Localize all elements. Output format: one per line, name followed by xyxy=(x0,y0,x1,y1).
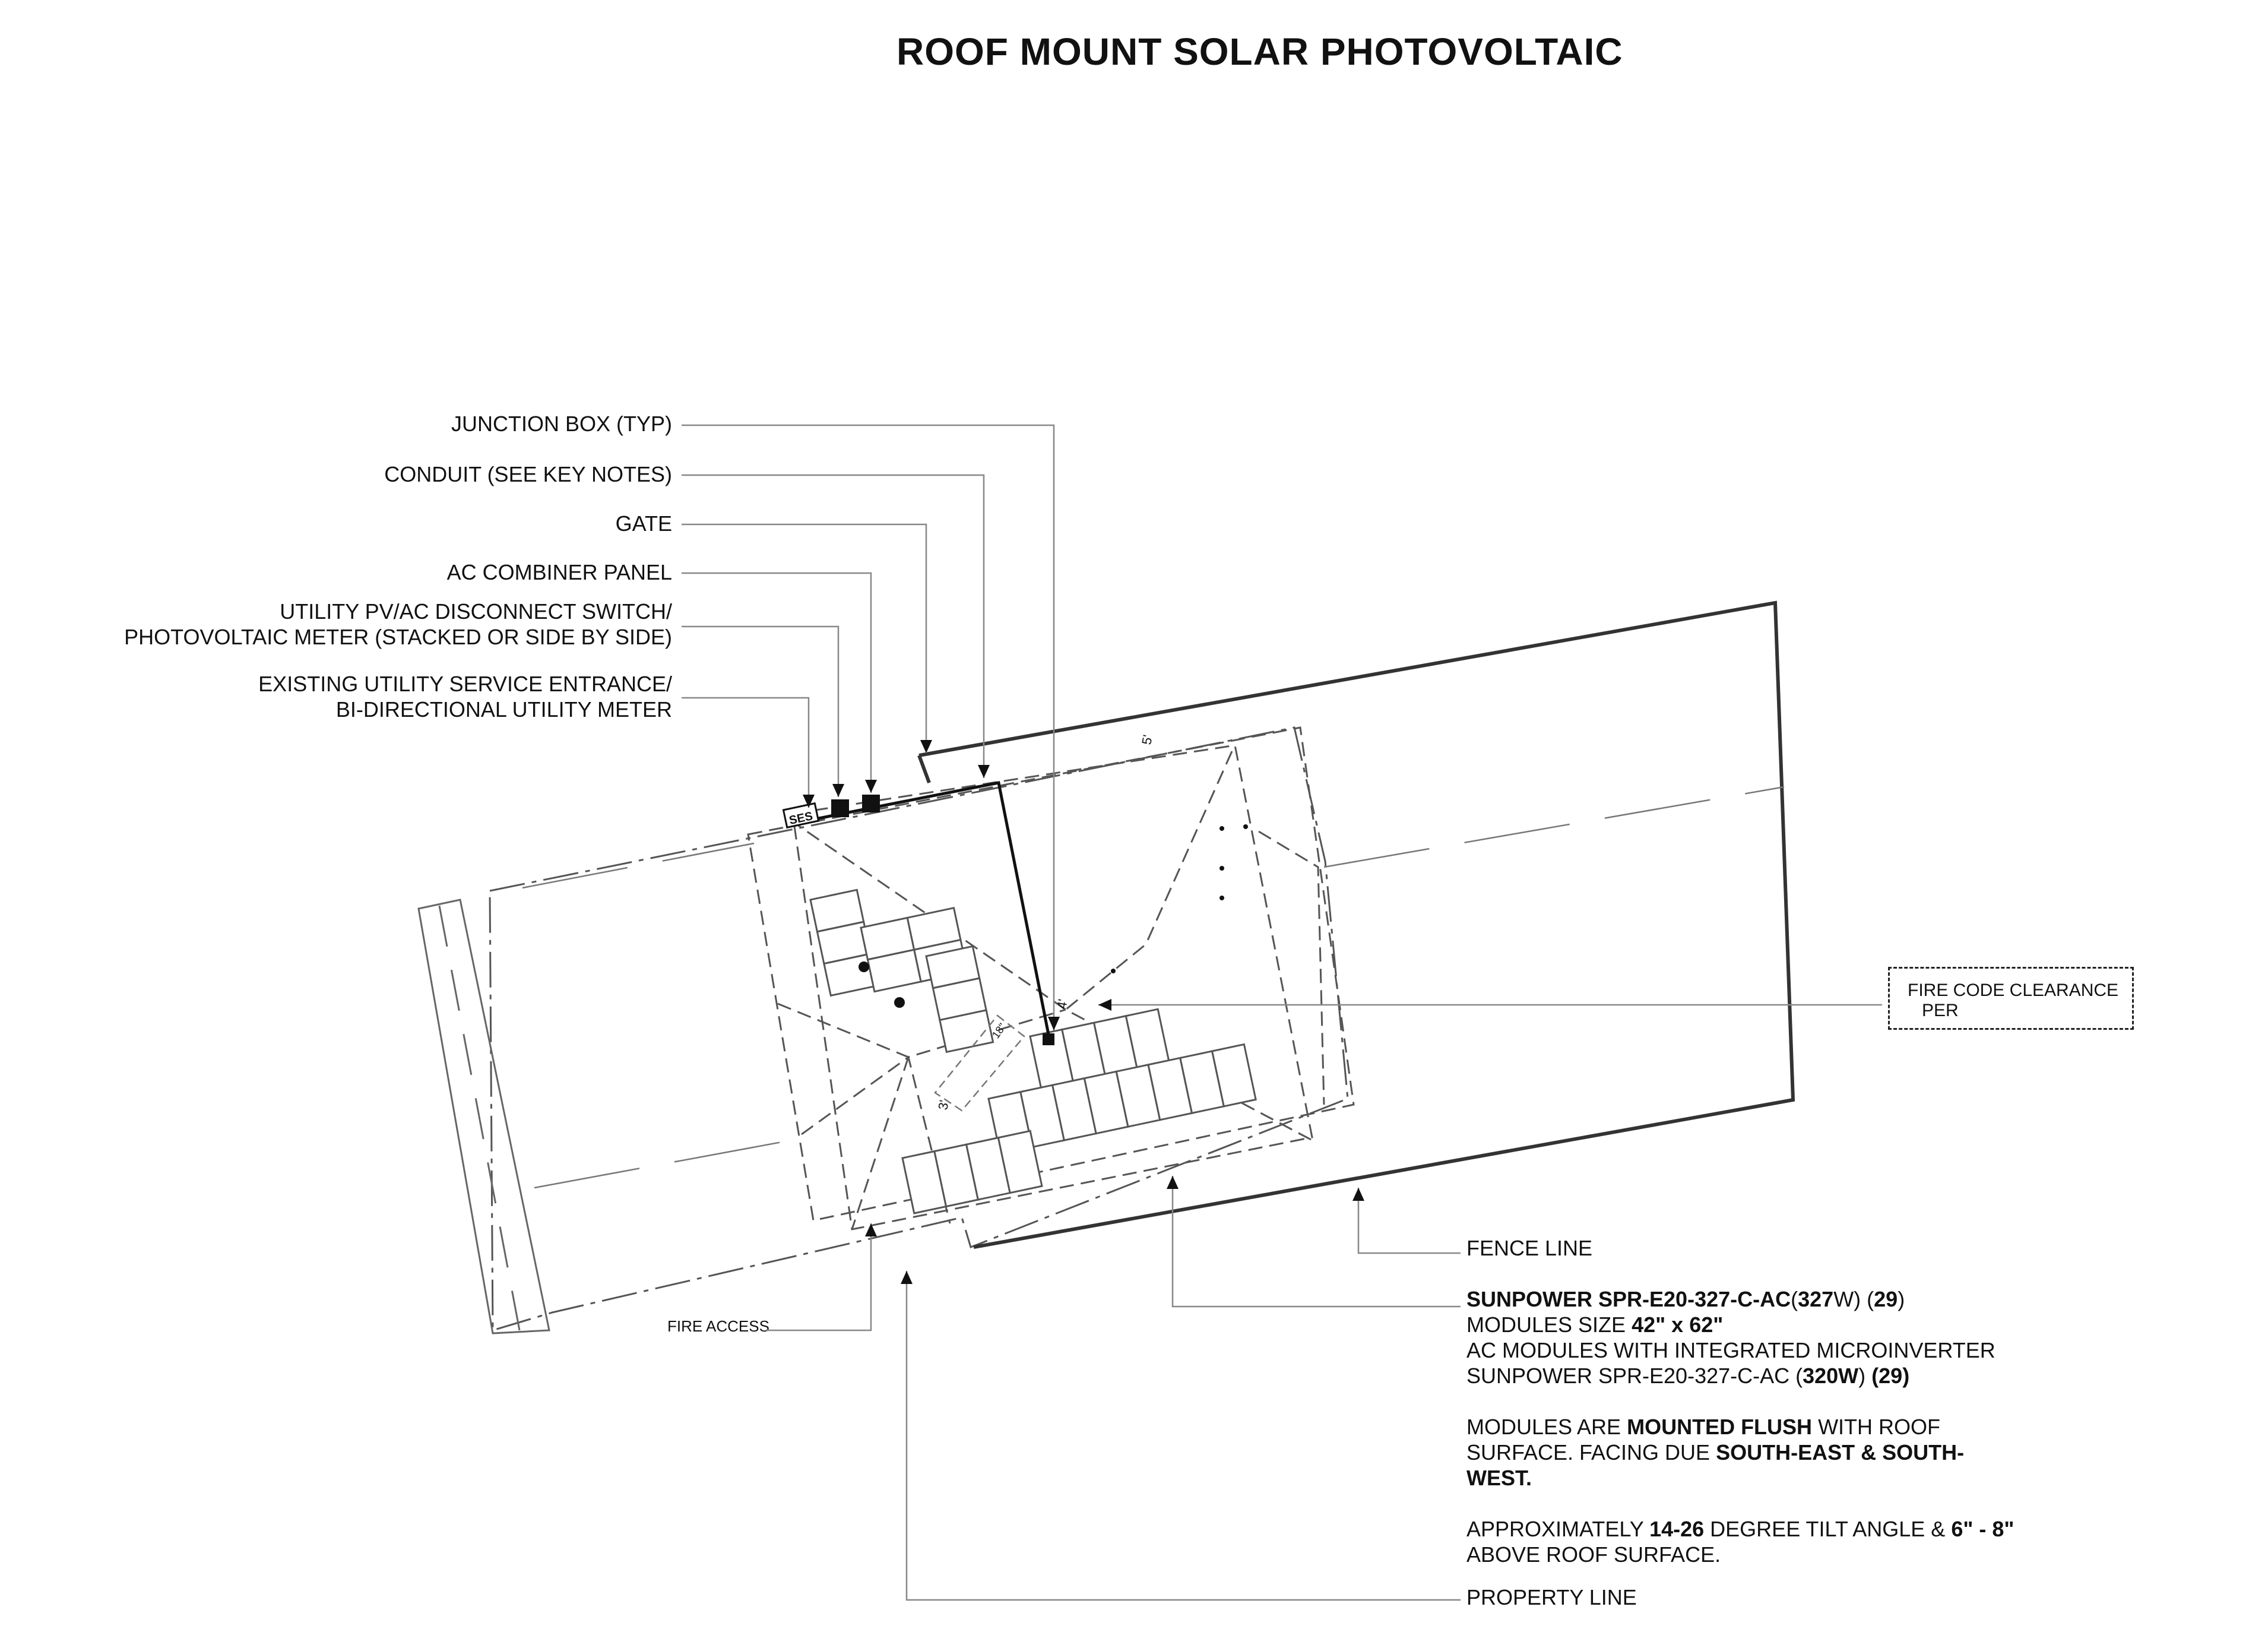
roof-vent-dot xyxy=(894,997,905,1008)
property-line xyxy=(490,728,1348,1330)
roof-vent-dot xyxy=(1219,826,1224,831)
modules-leader xyxy=(1173,1176,1461,1307)
roof-vent-dot xyxy=(859,961,869,972)
disconnect-leader xyxy=(682,627,838,797)
disconnect-line1: UTILITY PV/AC DISCONNECT SWITCH/ xyxy=(280,599,672,624)
fire-code-line2: PER xyxy=(1922,1001,1959,1020)
ses-line2: BI-DIRECTIONAL UTILITY METER xyxy=(335,697,672,722)
size-prefix: MODULES SIZE xyxy=(1466,1312,1632,1337)
fire-access-leader xyxy=(766,1223,871,1330)
tilt-bold: 14-26 xyxy=(1649,1517,1705,1541)
watt-unit: W) ( xyxy=(1833,1287,1874,1311)
property-line-leader xyxy=(907,1271,1461,1600)
junction-box-label: JUNCTION BOX (TYP) xyxy=(451,412,672,436)
fire-access-label: FIRE ACCESS xyxy=(667,1317,769,1335)
mount-prefix: MODULES ARE xyxy=(1466,1415,1627,1439)
ses-leader xyxy=(682,698,809,808)
mid-b: ) xyxy=(1858,1364,1872,1388)
mount-suffix: WITH ROOF xyxy=(1812,1415,1941,1439)
roof-vent-dot xyxy=(1219,866,1224,871)
paren-open: ( xyxy=(1791,1287,1798,1311)
tilt-mid: DEGREE TILT ANGLE & xyxy=(1704,1517,1952,1541)
facing-line2: WEST. xyxy=(1466,1466,1532,1490)
roof-vent-dot xyxy=(1243,824,1248,829)
fence-line xyxy=(919,603,1793,1247)
module-model: SUNPOWER SPR-E20-327-C-AC xyxy=(1466,1287,1791,1311)
tilt-bold2: 6" - 8" xyxy=(1951,1517,2014,1541)
count-b: (29) xyxy=(1871,1364,1910,1388)
tilt-prefix: APPROXIMATELY xyxy=(1466,1517,1650,1541)
leader-lines xyxy=(682,425,1882,1600)
tilt-line2: ABOVE ROOF SURFACE. xyxy=(1466,1542,1721,1567)
street xyxy=(419,900,549,1333)
solar-module-array xyxy=(810,890,1256,1213)
roof-vent-dot xyxy=(1111,969,1116,973)
facing-prefix: SURFACE. FACING DUE xyxy=(1466,1440,1716,1465)
ac-combiner-label: AC COMBINER PANEL xyxy=(446,560,672,584)
module-wattage: 327 xyxy=(1798,1287,1834,1311)
fence-line-label: FENCE LINE xyxy=(1466,1236,1593,1260)
fire-code-line1: FIRE CODE CLEARANCE xyxy=(1908,981,2119,1000)
ses-tag: SES xyxy=(788,809,814,828)
drawing-title: ROOF MOUNT SOLAR PHOTOVOLTAIC xyxy=(897,30,1623,73)
junction-box-symbol xyxy=(1043,1033,1054,1045)
gate-label: GATE xyxy=(615,511,672,536)
ac-combiner-leader xyxy=(682,573,871,793)
fence-line-leader xyxy=(1358,1188,1461,1253)
ac-combiner-symbol xyxy=(862,795,880,812)
roof-vent-dot xyxy=(1219,896,1224,900)
mount-bold: MOUNTED FLUSH xyxy=(1627,1415,1813,1439)
watt-b: 320W xyxy=(1803,1364,1859,1388)
ses-line1: EXISTING UTILITY SERVICE ENTRANCE/ xyxy=(258,672,672,696)
dim-18-tag: 18" xyxy=(989,1021,1009,1041)
dim-3-tag: 3' xyxy=(935,1099,952,1111)
facing-bold1: SOUTH-EAST & SOUTH- xyxy=(1716,1440,1965,1465)
ac-modules-line: AC MODULES WITH INTEGRATED MICROINVERTER xyxy=(1466,1338,1995,1362)
disconnect-line2: PHOTOVOLTAIC METER (STACKED OR SIDE BY SIDE) xyxy=(124,625,672,649)
conduit-label: CONDUIT (SEE KEY NOTES) xyxy=(384,462,672,486)
setback-lines xyxy=(522,787,1784,1188)
gate-leader xyxy=(682,524,926,753)
module-count: 29 xyxy=(1874,1287,1898,1311)
dim-4-tag: 4' xyxy=(1054,998,1070,1010)
dim-5-tag: 5' xyxy=(1139,733,1155,746)
size-value: 42" x 62" xyxy=(1632,1312,1724,1337)
disconnect-switch-symbol xyxy=(831,799,849,817)
paren-close: ) xyxy=(1898,1287,1905,1311)
model-b: SUNPOWER SPR-E20-327-C-AC ( xyxy=(1466,1364,1803,1388)
property-line-label: PROPERTY LINE xyxy=(1466,1585,1637,1609)
